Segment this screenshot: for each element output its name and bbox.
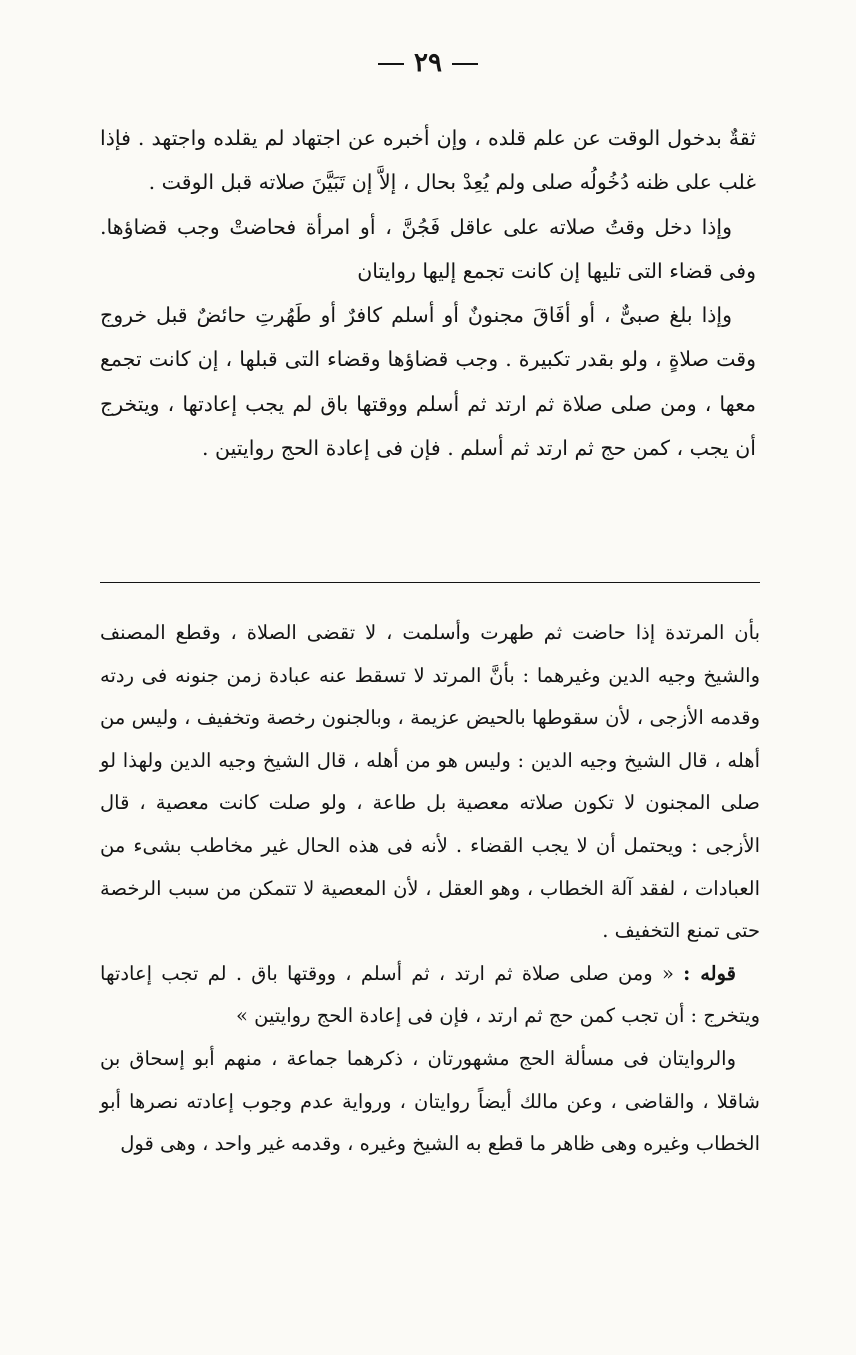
main-paragraph-1: ثقةٌ بدخول الوقت عن علم قلده ، وإن أخبره عن اجتهاد لم يقلده واجتهد . فإذا غلب على ظنه دُخُولُه صلى ولم يُعِدْ بحال ، إلاَّ إن تَبَيَّنَ صلاته قبل الوقت . — [100, 126, 756, 195]
commentary-paragraph-3: والروايتان فى مسألة الحج مشهورتان ، ذكرهما جماعة ، منهم أبو إسحاق بن شاقلا ، والقاضى ، وعن مالك أيضاً روايتان ، ورواية عدم وجوب إعادته نصرها أبو الخطاب وغيره وهى ظاهر ما قطع به الشيخ وغيره ، وقدمه غير واحد ، وهى قول — [100, 1046, 760, 1156]
header-dash-right — [452, 63, 478, 65]
page-number: ٢٩ — [414, 48, 442, 78]
header-dash-left — [378, 63, 404, 65]
quote-label: قوله : — [683, 961, 736, 985]
quote-text: « ومن صلى صلاة ثم ارتد ، ثم أسلم ، ووقتها باق . لم تجب إعادتها ويتخرج : أن تجب كمن حج ثم ارتد ، فإن فى إعادة الحج روايتين » — [100, 961, 760, 1028]
main-paragraph-2: وإذا دخل وقتُ صلاته على عاقل فَجُنَّ ، أو امرأة فحاضتْ وجب قضاؤها. وفى قضاء التى تليها إن كانت تجمع إليها روايتان — [100, 214, 756, 283]
main-text — [100, 116, 756, 470]
main-paragraph-3: وإذا بلغ صبىٌّ ، أو أفَاقَ مجنونٌ أو أسلم كافرٌ أو طَهُرتِ حائضٌ قبل خروج وقت صلاةٍ ، ولو بقدر تكبيرة . وجب قضاؤها وقضاء التى قبلها ، إن كانت تجمع معها ، ومن صلى صلاة ثم ارتد ثم أسلم ووقتها باق لم يجب إعادتها ، ويتخرج أن يجب ، كمن حج ثم ارتد ثم أسلم . فإن فى إعادة الحج روايتين . — [100, 303, 756, 461]
section-divider — [100, 582, 760, 583]
commentary-text — [100, 612, 760, 1166]
commentary-paragraph-1: بأن المرتدة إذا حاضت ثم طهرت وأسلمت ، لا تقضى الصلاة ، وقطع المصنف والشيخ وجيه الدين وغيرهما : بأنَّ المرتد لا تسقط عنه عبادة زمن جنونه فى ردته وقدمه الأزجى ، لأن سقوطها بالحيض عزيمة ، وبالجنون رخصة وتخفيف ، وليس من أهله ، قال الشيخ وجيه الدين : وليس هو من أهله ، قال الشيخ وجيه الدين ولهذا لو صلى المجنون لا تكون صلاته معصية بل طاعة ، ولو صلت كانت معصية ، قال الأزجى : ويحتمل أن لا يجب القضاء . لأنه فى هذه الحال غير مخاطب بشىء من العبادات ، لفقد آلة الخطاب ، وهو العقل ، لأن المعصية لا تتمكن من سبب الرخصة حتى تمنع التخفيف . — [100, 621, 760, 943]
page-header — [0, 48, 856, 78]
commentary-quote-paragraph — [100, 953, 760, 1038]
